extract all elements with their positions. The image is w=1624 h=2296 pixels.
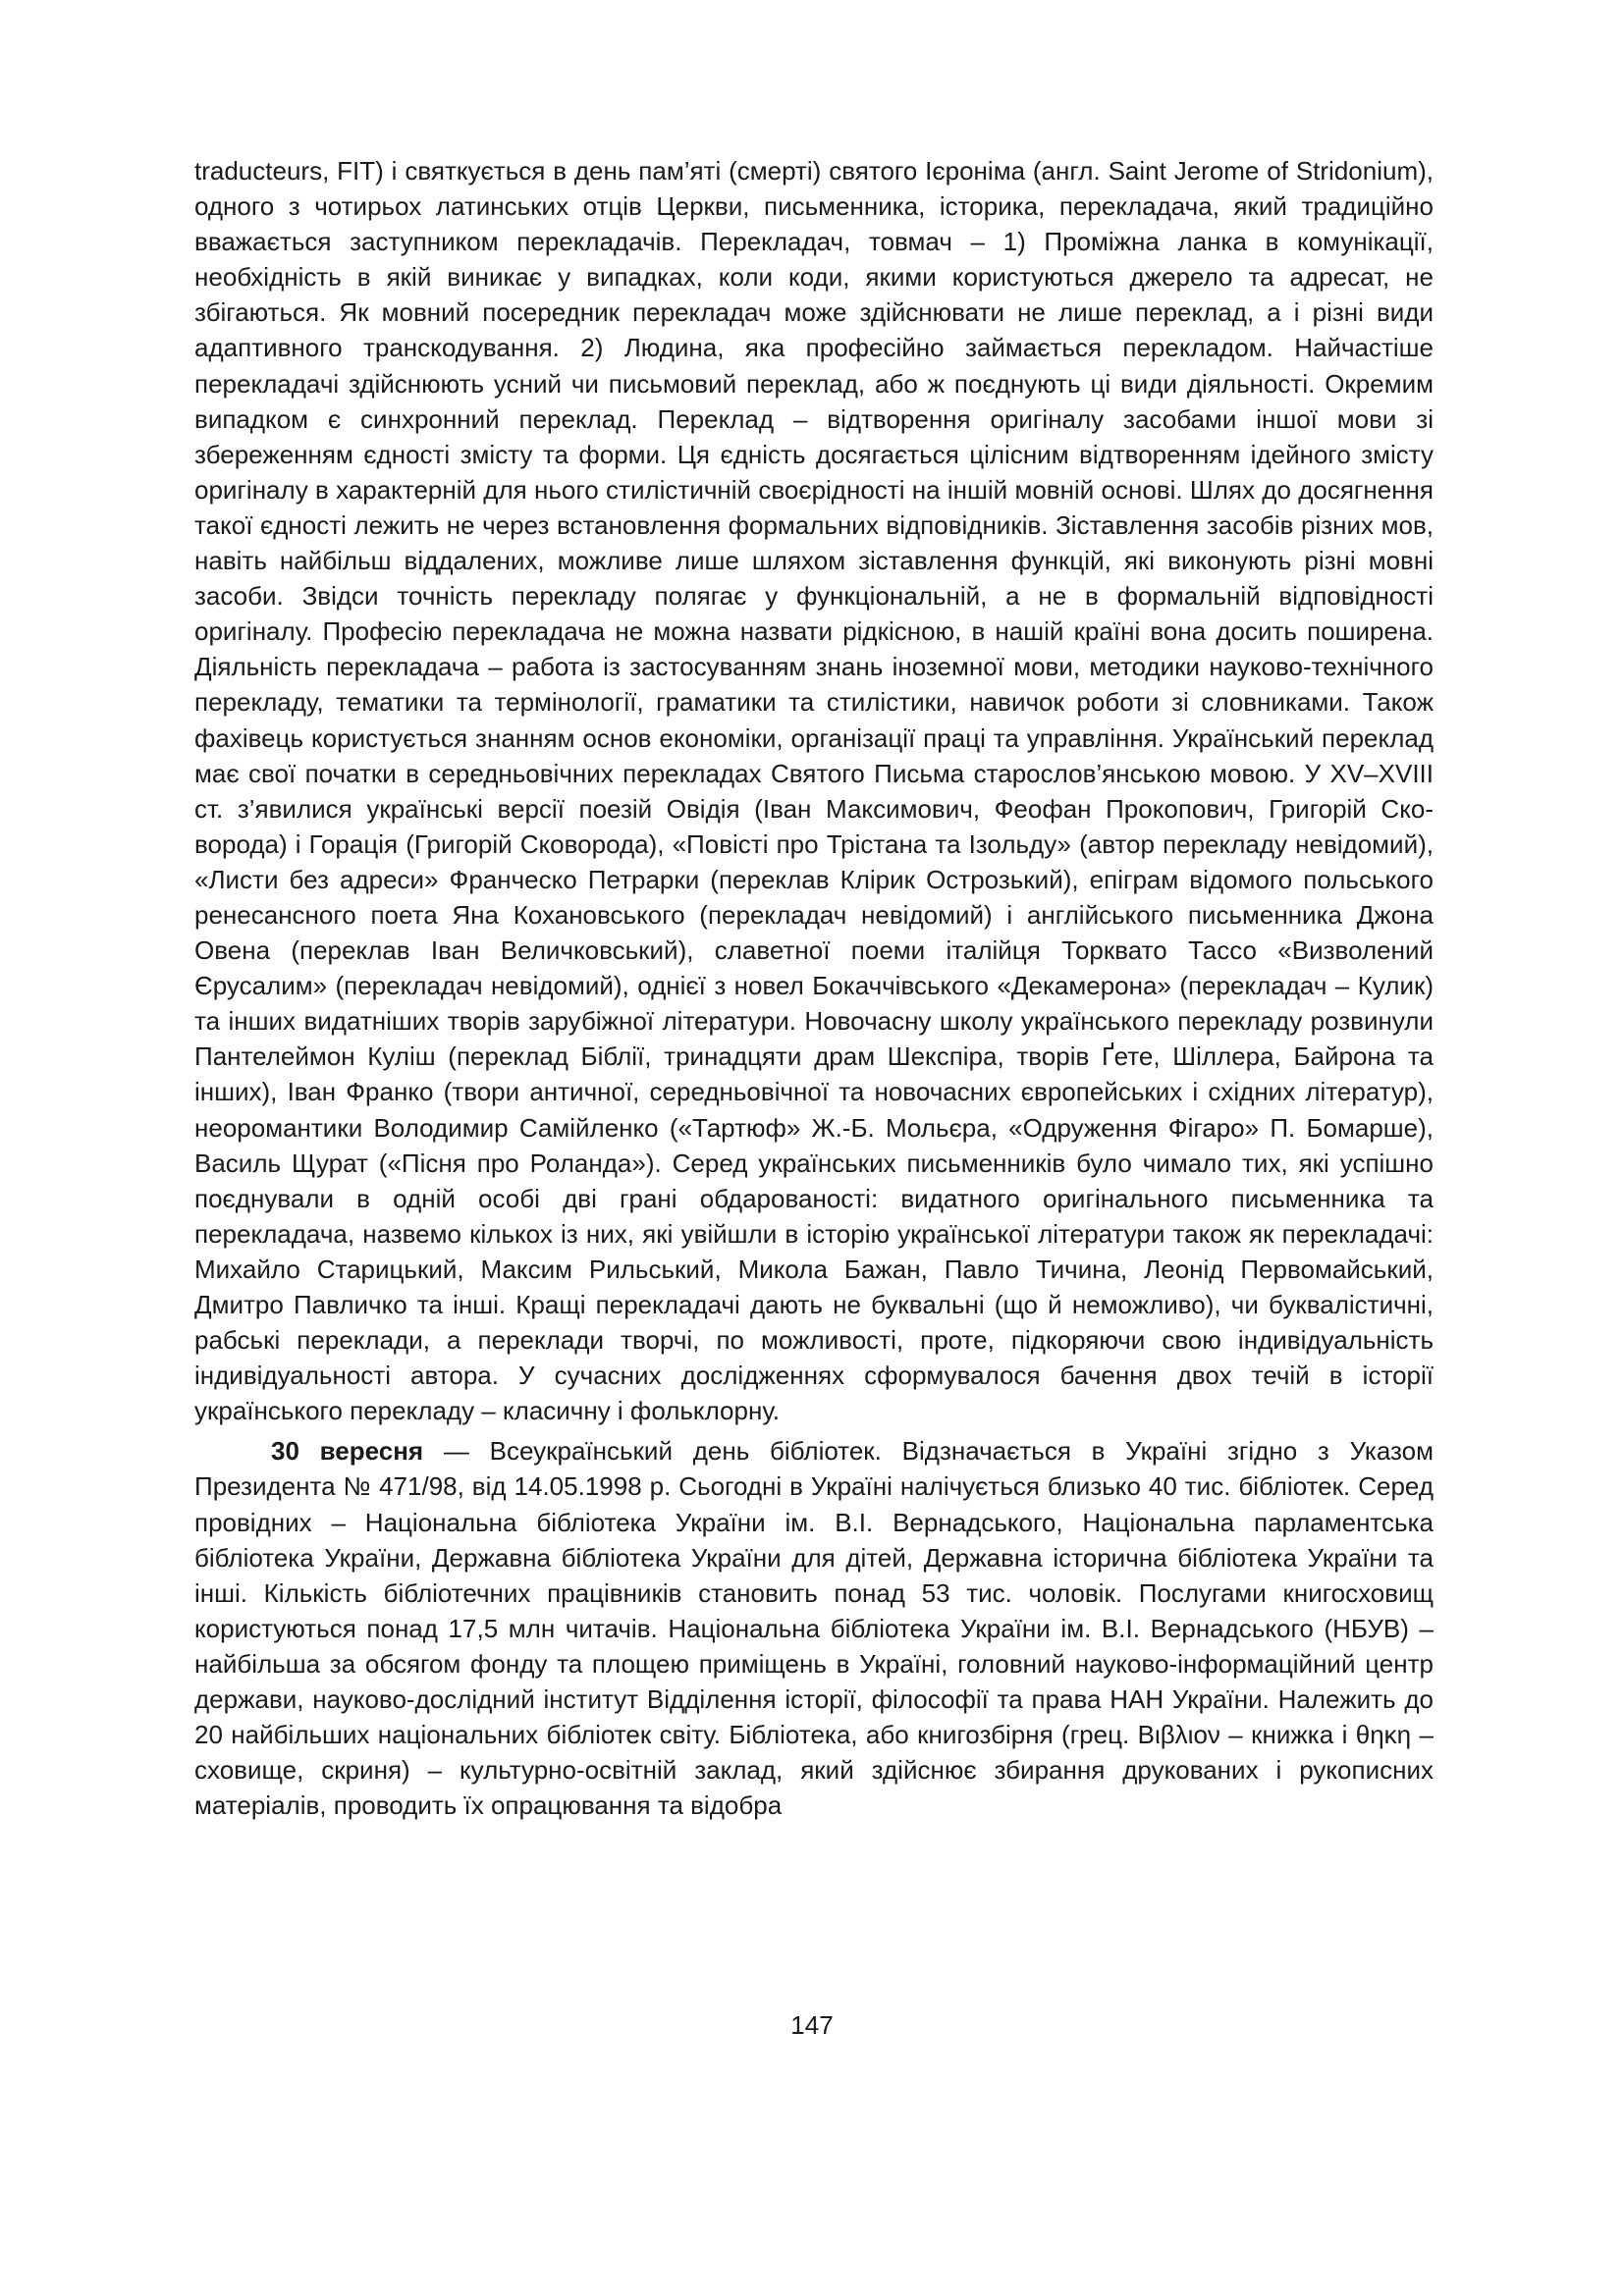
paragraph-translation: traducteurs, FIT) і святкується в день пам’яті (смерті) святого Ієроніма (англ. Saint Jerome of Stridonium), одного з чотирьох латинських отців Церкви, письменника, історика, перекладача, який традиційно вважається заступником перекладачів. Перекладач, товмач – 1) Проміжна ланка в комунікації, необхідність в якій виникає у випадках, коли коди, якими користуються джерело та адресат, не збігаються. Як мовний посередник перекладач може здійснювати не лише переклад, а і різні види адаптивного транскодування. 2) Людина, яка професійно займається перекладом. Найчастіше перекладачі здійснюють усний чи письмовий переклад, або ж поєднують ці види діяльності. Окремим випадком є синхронний переклад. Переклад – відтворення оригіналу засобами іншої мови зі збереженням єдності змісту та форми. Ця єдність досягається цілісним відтворенням ідейного змісту оригіналу в характерній для нього стилістичній своєрідності на іншій мовній основі. Шлях до досягнення такої єдності лежить не через встановлення формальних відповідників. Зіставлення засобів різних мов, навіть найбільш віддалених, можливе лише шляхом зіставлення функцій, які виконують різні мовні засоби. Звідси точність перекладу полягає у функціональній, а не в формальній відповідності оригіналу. Професію перекладача не можна назвати рідкісною, в нашій країні вона досить поширена. Діяльність перекладача – работа із застосуванням знань іноземної мови, методики науково-технічного перекладу, тематики та термінології, граматики та стилістики, навичок роботи зі словниками. Також фахівець користується знанням основ економіки, організації праці та управління. Український переклад має свої початки в середньовічних перекладах Святого Письма старослов’янською мовою. У XV–XVIII ст. з’явилися українські версії поезій Овідія (Іван Максимович, Феофан Прокопович, Григорій Сковорода) і Горація (Григорій Сковорода), «Повісті про Трістана та Ізольду» (автор перекладу невідомий), «Листи без адреси» Франческо Петрарки (переклав Клірик Острозький), епіграм відомого польського ренесансного поета Яна Кохановського (перекладач невідомий) і англійського письменника Джона Овена (переклав Іван Величковський), славетної поеми італійця Торквато Тассо «Визволений Єрусалим» (перекладач невідомий), однієї з новел Бокаччівського «Декамерона» (перекладач – Кулик) та інших видатніших творів зарубіжної літератури. Новочасну школу українського перекладу розвинули Пантелеймон Куліш (переклад Біблії, тринадцяти драм Шекспіра, творів Ґете, Шіллера, Байрона та інших), Іван Франко (твори античної, середньовічної та новочасних європейських і східних літератур), неоромантики Володимир Самійленко («Тартюф» Ж.-Б. Мольєра, «Одруження Фігаро» П. Бомарше), Василь Щурат («Пісня про Роланда»). Серед українських письменників було чимало тих, які успішно поєднували в одній особі дві грані обдарованості: видатного оригінального письменника та перекладача, назвемо кількох із них, які увійшли в історію української літератури також як перекладачі: Михайло Старицький, Максим Рильський, Микола Бажан, Павло Тичина, Леонід Первомайський, Дмитро Павличко та інші. Кращі перекладачі дають не буквальні (що й неможливо), чи буквалістичні, рабські переклади, а переклади творчі, по можливості, проте, підкоряючи свою індивідуальність індивідуальності автора. У сучасних дослідженнях сформувалося бачення двох течій в історії українського перекладу – класичну і фольклорну. xyxy=(194,156,1434,1426)
date-heading: 30 вересня xyxy=(271,1436,424,1467)
paragraph-library-day-text: — Всеукраїнський день бібліотек. Відзначається в Україні згідно з Указом Президента № 471/98, від 14.05.1998 р. Сьогодні в Україні налічується близько 40 тис. бібліотек. Серед провідних – Національна бібліотека України ім. В.І. Вернадського, Національна парламентська бібліотека України, Державна бібліотека України для дітей, Державна історична бібліотека України та інші. Кількість бібліотечних працівників становить понад 53 тис. чоловік. Послугами книгосховищ користуються понад 17,5 млн читачів. Національна бібліотека України ім. В.І. Вернадського (НБУВ) – найбільша за обсягом фонду та площею приміщень в Україні, головний науково-інформаційний центр держави, науково-дослідний інститут Відділення історії, філософії та права НАН України. Належить до 20 найбільших національних бібліотек світу. Бібліотека, або книгозбірня (грец. Βιβλιον – книжка і θηκη – сховище, скриня) – культурно-освітній заклад, який здійснює збирання друкованих і рукописних матеріалів, проводить їх опрацювання та відобра xyxy=(194,1436,1435,1821)
page-number: 147 xyxy=(790,2010,834,2040)
paragraph-library-day xyxy=(194,1433,1434,1823)
page-body xyxy=(194,153,1434,1823)
